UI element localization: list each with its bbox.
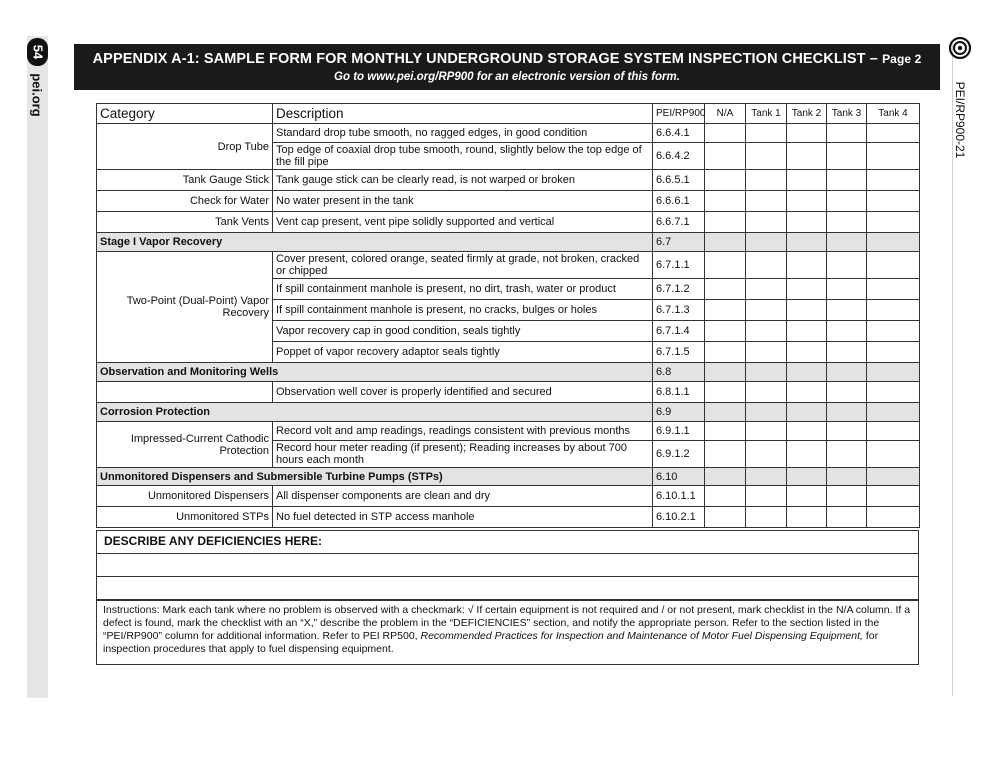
- section-ref: 6.10: [653, 468, 705, 486]
- description-cell: No water present in the tank: [273, 191, 653, 212]
- ref-cell: 6.6.4.1: [653, 124, 705, 143]
- category-cell: Impressed-Current Cathodic Protection: [97, 422, 273, 468]
- site-label: pei.org: [29, 73, 45, 117]
- na-checkbox-cell[interactable]: [705, 321, 746, 342]
- description-cell: Observation well cover is properly identified and secured: [273, 382, 653, 403]
- description-cell: Tank gauge stick can be clearly read, is not warped or broken: [273, 170, 653, 191]
- section-title: Corrosion Protection: [97, 403, 653, 422]
- instructions-box: [96, 599, 919, 665]
- ref-cell: 6.9.1.1: [653, 422, 705, 441]
- tank3-checkbox-cell[interactable]: [827, 252, 867, 279]
- col-description: Description: [273, 104, 653, 124]
- ref-cell: 6.6.4.2: [653, 143, 705, 170]
- section-shade: [867, 403, 920, 422]
- col-tank4: Tank 4: [867, 104, 920, 124]
- ref-cell: 6.10.1.1: [653, 486, 705, 507]
- section-shade: [787, 233, 827, 252]
- table-row: [97, 486, 920, 507]
- tank2-checkbox-cell[interactable]: [787, 441, 827, 468]
- deficiency-line[interactable]: [97, 553, 918, 554]
- table-row: [97, 382, 920, 403]
- section-shade: [827, 363, 867, 382]
- tank3-checkbox-cell[interactable]: [827, 321, 867, 342]
- tank3-checkbox-cell[interactable]: [827, 191, 867, 212]
- tank3-checkbox-cell[interactable]: [827, 342, 867, 363]
- section-shade: [827, 468, 867, 486]
- ref-cell: 6.7.1.2: [653, 279, 705, 300]
- category-cell: Tank Vents: [97, 212, 273, 233]
- tank3-checkbox-cell[interactable]: [827, 124, 867, 143]
- tank1-checkbox-cell[interactable]: [746, 321, 787, 342]
- tank2-checkbox-cell[interactable]: [787, 191, 827, 212]
- tank2-checkbox-cell[interactable]: [787, 212, 827, 233]
- col-ref: PEI/RP900: [653, 104, 705, 124]
- na-checkbox-cell[interactable]: [705, 143, 746, 170]
- section-shade: [867, 233, 920, 252]
- tank4-checkbox-cell[interactable]: [867, 422, 920, 441]
- description-cell: All dispenser components are clean and dry: [273, 486, 653, 507]
- tank4-checkbox-cell[interactable]: [867, 191, 920, 212]
- na-checkbox-cell[interactable]: [705, 300, 746, 321]
- tank4-checkbox-cell[interactable]: [867, 252, 920, 279]
- ref-cell: 6.9.1.2: [653, 441, 705, 468]
- section-ref: 6.8: [653, 363, 705, 382]
- section-shade: [787, 468, 827, 486]
- tank2-checkbox-cell[interactable]: [787, 279, 827, 300]
- instructions-reference-title: Recommended Practices for Inspection and Maintenance of Motor Fuel Dispensing Equipment,: [420, 630, 863, 642]
- section-shade: [705, 403, 746, 422]
- tank1-checkbox-cell[interactable]: [746, 300, 787, 321]
- description-cell: Cover present, colored orange, seated firmly at grade, not broken, cracked or chipped: [273, 252, 653, 279]
- na-checkbox-cell[interactable]: [705, 382, 746, 403]
- section-title: Unmonitored Dispensers and Submersible Turbine Pumps (STPs): [97, 468, 653, 486]
- tank3-checkbox-cell[interactable]: [827, 441, 867, 468]
- header-row: [97, 104, 920, 124]
- na-checkbox-cell[interactable]: [705, 279, 746, 300]
- tank1-checkbox-cell[interactable]: [746, 279, 787, 300]
- page-number: 54: [30, 44, 45, 60]
- tank4-checkbox-cell[interactable]: [867, 321, 920, 342]
- instructions-text-end: for inspection procedures that apply to fuel dispensing equipment.: [103, 630, 879, 655]
- header-page-label: Page 2: [882, 52, 922, 66]
- tank1-checkbox-cell[interactable]: [746, 212, 787, 233]
- section-ref: 6.9: [653, 403, 705, 422]
- tank1-checkbox-cell[interactable]: [746, 252, 787, 279]
- na-checkbox-cell[interactable]: [705, 124, 746, 143]
- col-category: Category: [97, 104, 273, 124]
- tank1-checkbox-cell[interactable]: [746, 382, 787, 403]
- table-row: [97, 170, 920, 191]
- table-row: [97, 191, 920, 212]
- col-na: N/A: [705, 104, 746, 124]
- section-shade: [827, 403, 867, 422]
- table-row: [97, 124, 920, 143]
- description-cell: Record volt and amp readings, readings consistent with previous months: [273, 422, 653, 441]
- deficiency-line[interactable]: [97, 576, 918, 577]
- category-cell: Check for Water: [97, 191, 273, 212]
- category-cell: Drop Tube: [97, 124, 273, 170]
- ref-cell: 6.7.1.5: [653, 342, 705, 363]
- section-shade: [787, 403, 827, 422]
- tank1-checkbox-cell[interactable]: [746, 422, 787, 441]
- tank4-checkbox-cell[interactable]: [867, 124, 920, 143]
- category-cell: Two-Point (Dual-Point) Vapor Recovery: [97, 252, 273, 363]
- category-cell: Unmonitored Dispensers: [97, 486, 273, 507]
- description-cell: Poppet of vapor recovery adaptor seals tightly: [273, 342, 653, 363]
- description-cell: Record hour meter reading (if present); Reading increases by about 700 hours each month: [273, 441, 653, 468]
- section-title: Stage I Vapor Recovery: [97, 233, 653, 252]
- tank4-checkbox-cell[interactable]: [867, 486, 920, 507]
- section-shade: [705, 233, 746, 252]
- tank1-checkbox-cell[interactable]: [746, 441, 787, 468]
- table-row: [97, 252, 920, 279]
- section-title: Observation and Monitoring Wells: [97, 363, 653, 382]
- inspection-checklist-table: [96, 103, 920, 528]
- tank3-checkbox-cell[interactable]: [827, 143, 867, 170]
- section-shade: [746, 233, 787, 252]
- section-row: [97, 468, 920, 486]
- tank3-checkbox-cell[interactable]: [827, 382, 867, 403]
- section-shade: [746, 468, 787, 486]
- na-checkbox-cell[interactable]: [705, 191, 746, 212]
- tank1-checkbox-cell[interactable]: [746, 191, 787, 212]
- description-cell: Standard drop tube smooth, no ragged edges, in good condition: [273, 124, 653, 143]
- tank3-checkbox-cell[interactable]: [827, 170, 867, 191]
- description-cell: Vapor recovery cap in good condition, seals tightly: [273, 321, 653, 342]
- tank2-checkbox-cell[interactable]: [787, 342, 827, 363]
- tank3-checkbox-cell[interactable]: [827, 279, 867, 300]
- tank4-checkbox-cell[interactable]: [867, 507, 920, 528]
- tank3-checkbox-cell[interactable]: [827, 507, 867, 528]
- header-bar: [74, 44, 940, 90]
- table-row: [97, 212, 920, 233]
- section-shade: [705, 363, 746, 382]
- ref-cell: 6.6.7.1: [653, 212, 705, 233]
- na-checkbox-cell[interactable]: [705, 342, 746, 363]
- ref-cell: 6.6.5.1: [653, 170, 705, 191]
- ref-cell: 6.6.6.1: [653, 191, 705, 212]
- ref-cell: 6.7.1.1: [653, 252, 705, 279]
- tank2-checkbox-cell[interactable]: [787, 382, 827, 403]
- tank3-checkbox-cell[interactable]: [827, 300, 867, 321]
- tank1-checkbox-cell[interactable]: [746, 486, 787, 507]
- na-checkbox-cell[interactable]: [705, 441, 746, 468]
- col-tank1: Tank 1: [746, 104, 787, 124]
- pei-logo-icon: [948, 36, 972, 60]
- deficiencies-box: [96, 530, 919, 601]
- section-shade: [867, 468, 920, 486]
- tank2-checkbox-cell[interactable]: [787, 170, 827, 191]
- tank4-checkbox-cell[interactable]: [867, 441, 920, 468]
- na-checkbox-cell[interactable]: [705, 170, 746, 191]
- tank1-checkbox-cell[interactable]: [746, 170, 787, 191]
- tank2-checkbox-cell[interactable]: [787, 252, 827, 279]
- description-cell: If spill containment manhole is present, no cracks, bulges or holes: [273, 300, 653, 321]
- col-tank3: Tank 3: [827, 104, 867, 124]
- tank4-checkbox-cell[interactable]: [867, 342, 920, 363]
- ref-cell: 6.10.2.1: [653, 507, 705, 528]
- tank4-checkbox-cell[interactable]: [867, 170, 920, 191]
- tank1-checkbox-cell[interactable]: [746, 124, 787, 143]
- section-shade: [746, 363, 787, 382]
- section-shade: [787, 363, 827, 382]
- category-cell: Tank Gauge Stick: [97, 170, 273, 191]
- na-checkbox-cell[interactable]: [705, 486, 746, 507]
- instructions-text: Instructions: Mark each tank where no problem is observed with a checkmark: √ If certain equipment is not required and / or not present, mark checklist in the N/A column. If a defect is found, mark the checklist with an “X,” describe the problem in the “DEFICIENCIES” section, and notify the appropriate person. Refer to the section listed in the “PEI/RP900” column for additional information. Refer to PEI RP500,: [103, 604, 911, 642]
- ref-cell: 6.7.1.3: [653, 300, 705, 321]
- category-cell: Unmonitored STPs: [97, 507, 273, 528]
- description-cell: If spill containment manhole is present, no dirt, trash, water or product: [273, 279, 653, 300]
- section-shade: [827, 233, 867, 252]
- na-checkbox-cell[interactable]: [705, 252, 746, 279]
- description-cell: No fuel detected in STP access manhole: [273, 507, 653, 528]
- section-shade: [746, 403, 787, 422]
- table-row: [97, 422, 920, 441]
- description-cell: Vent cap present, vent pipe solidly supported and vertical: [273, 212, 653, 233]
- tank2-checkbox-cell[interactable]: [787, 321, 827, 342]
- ref-cell: 6.8.1.1: [653, 382, 705, 403]
- col-tank2: Tank 2: [787, 104, 827, 124]
- tank4-checkbox-cell[interactable]: [867, 382, 920, 403]
- section-shade: [705, 468, 746, 486]
- tank3-checkbox-cell[interactable]: [827, 486, 867, 507]
- section-row: [97, 233, 920, 252]
- header-title-text: APPENDIX A-1: SAMPLE FORM FOR MONTHLY UNDERGROUND STORAGE SYSTEM INSPECTION CHECKLIST –: [92, 51, 878, 67]
- page-number-badge: [27, 38, 48, 66]
- tank2-checkbox-cell[interactable]: [787, 300, 827, 321]
- tank2-checkbox-cell[interactable]: [787, 143, 827, 170]
- deficiencies-title: DESCRIBE ANY DEFICIENCIES HERE:: [104, 534, 323, 548]
- header-subtitle: Go to www.pei.org/RP900 for an electronic version of this form.: [334, 71, 680, 83]
- tank1-checkbox-cell[interactable]: [746, 507, 787, 528]
- ref-cell: 6.7.1.4: [653, 321, 705, 342]
- doc-code-label: PEI/RP900-21: [953, 81, 967, 159]
- tank2-checkbox-cell[interactable]: [787, 124, 827, 143]
- table-row: [97, 507, 920, 528]
- na-checkbox-cell[interactable]: [705, 507, 746, 528]
- tank3-checkbox-cell[interactable]: [827, 212, 867, 233]
- tank1-checkbox-cell[interactable]: [746, 342, 787, 363]
- tank2-checkbox-cell[interactable]: [787, 507, 827, 528]
- tank4-checkbox-cell[interactable]: [867, 300, 920, 321]
- section-ref: 6.7: [653, 233, 705, 252]
- tank3-checkbox-cell[interactable]: [827, 422, 867, 441]
- tank4-checkbox-cell[interactable]: [867, 212, 920, 233]
- tank2-checkbox-cell[interactable]: [787, 486, 827, 507]
- section-row: [97, 363, 920, 382]
- section-shade: [867, 363, 920, 382]
- section-row: [97, 403, 920, 422]
- tank4-checkbox-cell[interactable]: [867, 143, 920, 170]
- header-title: [74, 51, 940, 67]
- tank2-checkbox-cell[interactable]: [787, 422, 827, 441]
- side-strip: [27, 36, 48, 698]
- na-checkbox-cell[interactable]: [705, 212, 746, 233]
- tank4-checkbox-cell[interactable]: [867, 279, 920, 300]
- na-checkbox-cell[interactable]: [705, 422, 746, 441]
- description-cell: Top edge of coaxial drop tube smooth, round, slightly below the top edge of the fill pipe: [273, 143, 653, 170]
- category-cell: [97, 382, 273, 403]
- tank1-checkbox-cell[interactable]: [746, 143, 787, 170]
